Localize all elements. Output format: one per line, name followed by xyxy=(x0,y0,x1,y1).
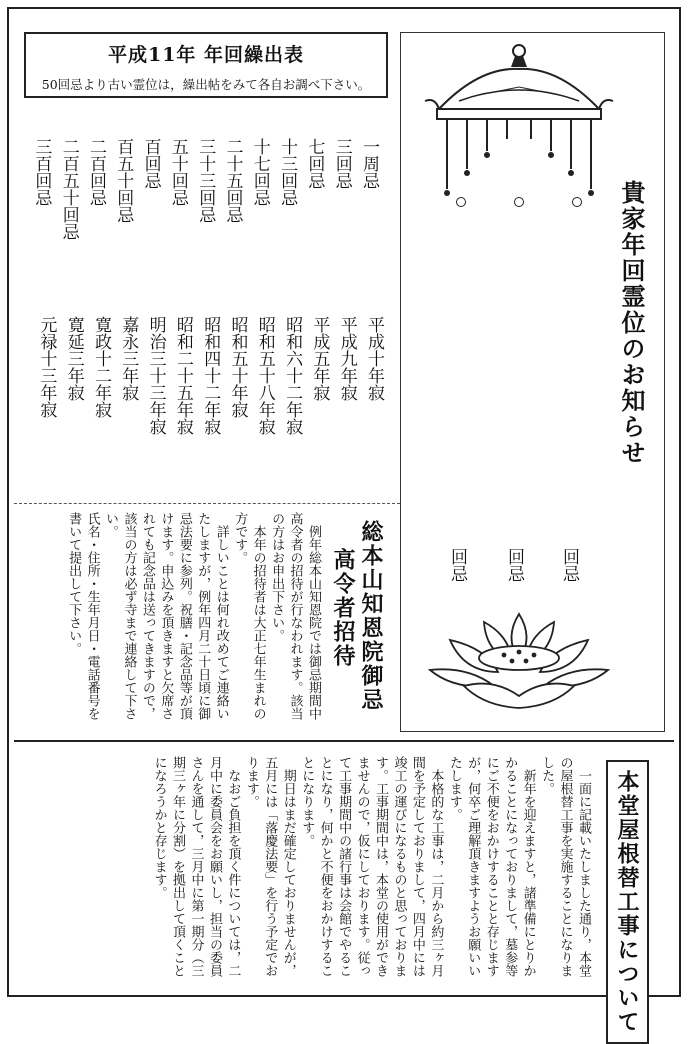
canopy-icon xyxy=(419,39,619,209)
kai-name: 百五十回忌 xyxy=(113,138,134,223)
kai-name: 二百回忌 xyxy=(86,138,106,206)
death-year: 嘉永三年寂 xyxy=(118,316,139,401)
kai-name: 三十三回忌 xyxy=(195,138,216,223)
kai-name: 百回忌 xyxy=(140,138,161,189)
kai-name: 二百五十回忌 xyxy=(58,138,79,240)
kai-name: 三百回忌 xyxy=(31,138,52,206)
death-year: 寛政十二年寂 xyxy=(91,316,111,418)
kai-label-1: 回忌 xyxy=(559,548,579,582)
divider-dashed xyxy=(14,503,400,504)
kai-label-3: 回忌 xyxy=(447,548,467,582)
kai-name: 一周忌 xyxy=(359,138,379,189)
death-year: 昭和四十二年寂 xyxy=(200,316,221,435)
death-year: 寛延三年寂 xyxy=(63,316,84,401)
death-year: 昭和五十年寂 xyxy=(227,316,248,418)
circle-mark-2 xyxy=(514,197,524,207)
kai-name: 二十五回忌 xyxy=(222,138,243,223)
kai-name: 十七回忌 xyxy=(249,138,270,206)
kai-name: 五十回忌 xyxy=(167,138,188,206)
death-year: 昭和五十八年寂 xyxy=(254,316,275,435)
article1-heading-line1: 総本山知恩院御忌 xyxy=(358,520,384,712)
article2-body: 一面に記載いたしました通り，本堂の屋根替工事を実施することになりました。 新年を迎えますと，諸準備にとりかかることになっておりまして，墓参等にご不便をおかけすることと存じますが，何卒ご理解頂きますようお願いいたします。 本格的な工事は，二月から約三ヶ月間を予定しておりまして，四月中には竣工の運びになるものと思っております。工事期間中は，本堂の使用ができませんので，仮にしております。従って工事期間中の諸行事は会館でやることになり，何かと不便をおかけすることになります。 期日はまだ確定しておりませんが，五月には「落慶法要」を行う予定でおります。 なおご負担を頂く件については，二月中に委員会をお願いし，担当の委員さんを通して，三月中に第一期分（三期三ヶ年に分割）を拠出して頂くことになろうかと存じます。 xyxy=(151,756,591,977)
death-year: 昭和六十二年寂 xyxy=(282,316,303,435)
article2-heading: 本堂屋根替工事について xyxy=(606,760,649,1044)
page-title: 平成11年 年回繰出表 xyxy=(107,44,305,66)
title-box xyxy=(24,32,388,98)
death-year: 明治三十三年寂 xyxy=(145,316,166,435)
divider-lower xyxy=(14,740,674,742)
panel-title: 貴家年回霊位のお知らせ xyxy=(617,180,646,466)
circle-mark-3 xyxy=(572,197,582,207)
death-year: 元禄十三年寂 xyxy=(36,316,57,418)
kai-label-2: 回忌 xyxy=(504,548,524,582)
article1-heading-line2: 高令者招待 xyxy=(330,548,356,668)
kai-name: 三回忌 xyxy=(331,138,352,189)
circle-mark-1 xyxy=(456,197,466,207)
kai-name: 七回忌 xyxy=(304,138,325,189)
page-subtitle: 50回忌より古い霊位は，繰出帖をみて各自お調べ下さい。 xyxy=(41,77,371,92)
article1-body: 例年総本山知恩院では御忌期間中高令者の招待が行なわれます。該当の方はお申出下さい。 本年の招待者は大正七年生まれの方です。 詳しいことは何れ改めてご連絡いたしますが，例年四月二十日頃に御忌法要に参列。祝膳・記念品等が頂けます。申込みを頂きますと欠席されても記念品は送ってきますので，該当の方は必ず寺まで連絡して下さい。 氏名・住所・生年月日・電話番号を書いて提出して下さい。 xyxy=(66,512,321,720)
death-year: 平成九年寂 xyxy=(336,316,357,401)
death-year: 平成五年寂 xyxy=(309,316,330,401)
death-year: 昭和二十五年寂 xyxy=(172,316,193,435)
kai-name: 十三回忌 xyxy=(277,138,298,206)
death-year: 平成十年寂 xyxy=(364,316,384,401)
lotus-icon xyxy=(424,608,614,718)
